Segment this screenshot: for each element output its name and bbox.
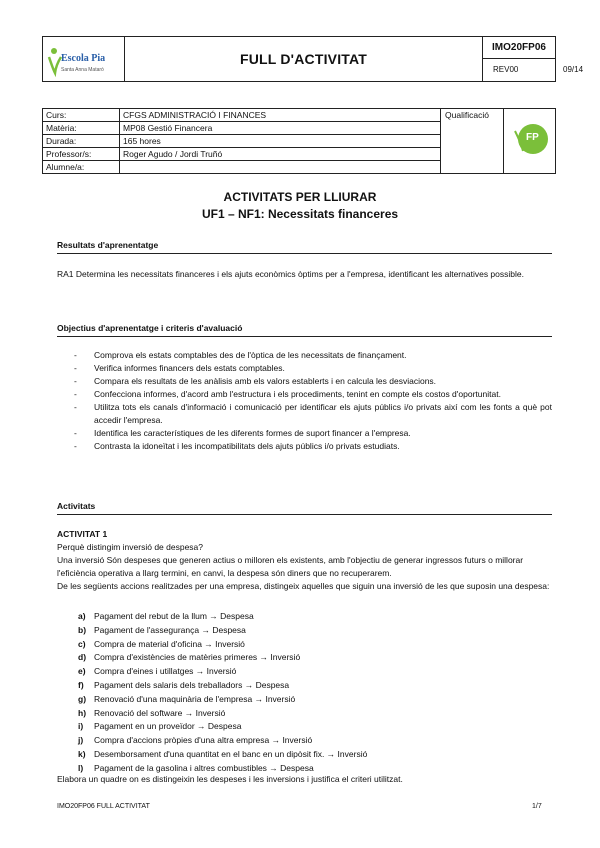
info-row-subject: Matèria: MP08 Gestió Financera: [43, 122, 441, 135]
list-item: g) Renovació d'una maquinària de l'empresa → Inversió: [78, 693, 296, 704]
results-text: RA1 Determina les necessitats financeres i els ajuts econòmics òptims per a l'empresa, identificant les alternatives possible.: [57, 269, 524, 279]
page-number: 1/7: [532, 803, 542, 810]
activity-intro: De les següents accions realitzades per una empresa, distingeix aquelles que siguin una inversió de les que suposin una despesa:: [57, 581, 550, 591]
info-row-duration: Durada: 165 hores: [43, 135, 441, 148]
info-row-course: Curs: CFGS ADMINISTRACIÓ I FINANCES: [43, 109, 441, 122]
list-item: e) Compra d'eines i utillatges → Inversió: [78, 666, 237, 677]
list-item: a) Pagament del rebut de la llum → Despesa: [78, 611, 254, 621]
activity-question: Perquè distingim inversió de despesa?: [57, 542, 204, 552]
list-item: i) Pagament en un proveïdor → Despesa: [78, 721, 242, 732]
fp-logo-text: FP: [526, 132, 539, 143]
info-row-teachers: Professor/s: Roger Agudo / Jordi Truñó: [43, 148, 441, 161]
course-info-table: [42, 108, 556, 174]
results-title: Resultats d'aprenentatge: [57, 240, 159, 250]
revision-date: 09/14: [563, 65, 584, 74]
objective-item: - Utilitza tots els canals d'informació i comunicació per identificar els ajuts públics i/o privats així com les fonts a què pot accedir l'empresa.: [74, 401, 552, 427]
list-item: d) Compra d'existències de matèries primeres → Inversió: [78, 652, 301, 663]
list-item: c) Compra de material d'oficina → Inversió: [78, 638, 245, 649]
activity-1-title: ACTIVITAT 1: [57, 529, 108, 539]
activity-closing: Elabora un quadre on es distingeixin les despeses i les inversions i justifica el criteri utilitzat.: [57, 774, 403, 784]
activity-answer: Una inversió Són despeses que generen actius o milloren els existents, amb l'objectiu de generar ingressos futurs o millorar l'eficiència operativa a llarg termini, en canvi, la despesa són diners que no recuperarem.: [57, 555, 524, 578]
objective-item: - Verifica informes financers dels estats comptables.: [74, 362, 552, 375]
list-item: f) Pagament dels salaris dels treballadors → Despesa: [78, 679, 290, 690]
sub-heading: UF1 – NF1: Necessitats financeres: [201, 207, 399, 221]
objectives-title: Objectius d'aprenentatge i criteris d'avaluació: [57, 323, 243, 333]
school-name: Escola Pia: [61, 53, 106, 64]
revision: REV00: [493, 65, 519, 74]
qualification-label: Qualificació: [445, 110, 489, 120]
fp-logo: [513, 121, 549, 157]
activity-1: [57, 528, 552, 593]
activity-items-list: [78, 610, 548, 776]
school-subname: Santa Anna Mataró: [61, 67, 104, 73]
objective-item: - Comprova els estats comptables des de l'òptica de les necessitats de finançament.: [74, 349, 552, 362]
school-logo: [43, 37, 125, 81]
list-item: k) Desemborsament d'una quantitat en el banc en un dipòsit fix. → Inversió: [78, 748, 368, 759]
document-header: [42, 36, 584, 82]
list-item: h) Renovació del software → Inversió: [78, 707, 226, 718]
list-item: l) Pagament de la gasolina i altres combustibles → Despesa: [78, 762, 314, 773]
list-item: b) Pagament de l'assegurança → Despesa: [78, 624, 246, 635]
objective-item: - Confecciona informes, d'acord amb l'estructura i els procediments, tenint en compte els costos d'oportunitat.: [74, 388, 552, 401]
document-code: IMO20FP06: [483, 37, 555, 59]
list-item: j) Compra d'accions pròpies d'una altra empresa → Inversió: [78, 735, 313, 746]
document-title: FULL D'ACTIVITAT: [125, 37, 483, 81]
footer-left: IMO20FP06 FULL ACTIVITAT: [57, 803, 150, 810]
objective-item: - Compara els resultats de les anàlisis amb els valors establerts i en calcula les desviacions.: [74, 375, 552, 388]
main-heading: ACTIVITATS PER LLIURAR: [223, 190, 377, 204]
objective-item: - Identifica les característiques de les diferents formes de suport financer a l'empresa.: [74, 427, 552, 440]
activities-title: Activitats: [57, 501, 96, 511]
info-row-student: Alumne/a:: [46, 162, 85, 172]
objectives-list: [74, 349, 552, 453]
objective-item: - Contrasta la idoneïtat i les incompatibilitats dels ajuts públics i/o privats estudiats.: [74, 440, 552, 453]
